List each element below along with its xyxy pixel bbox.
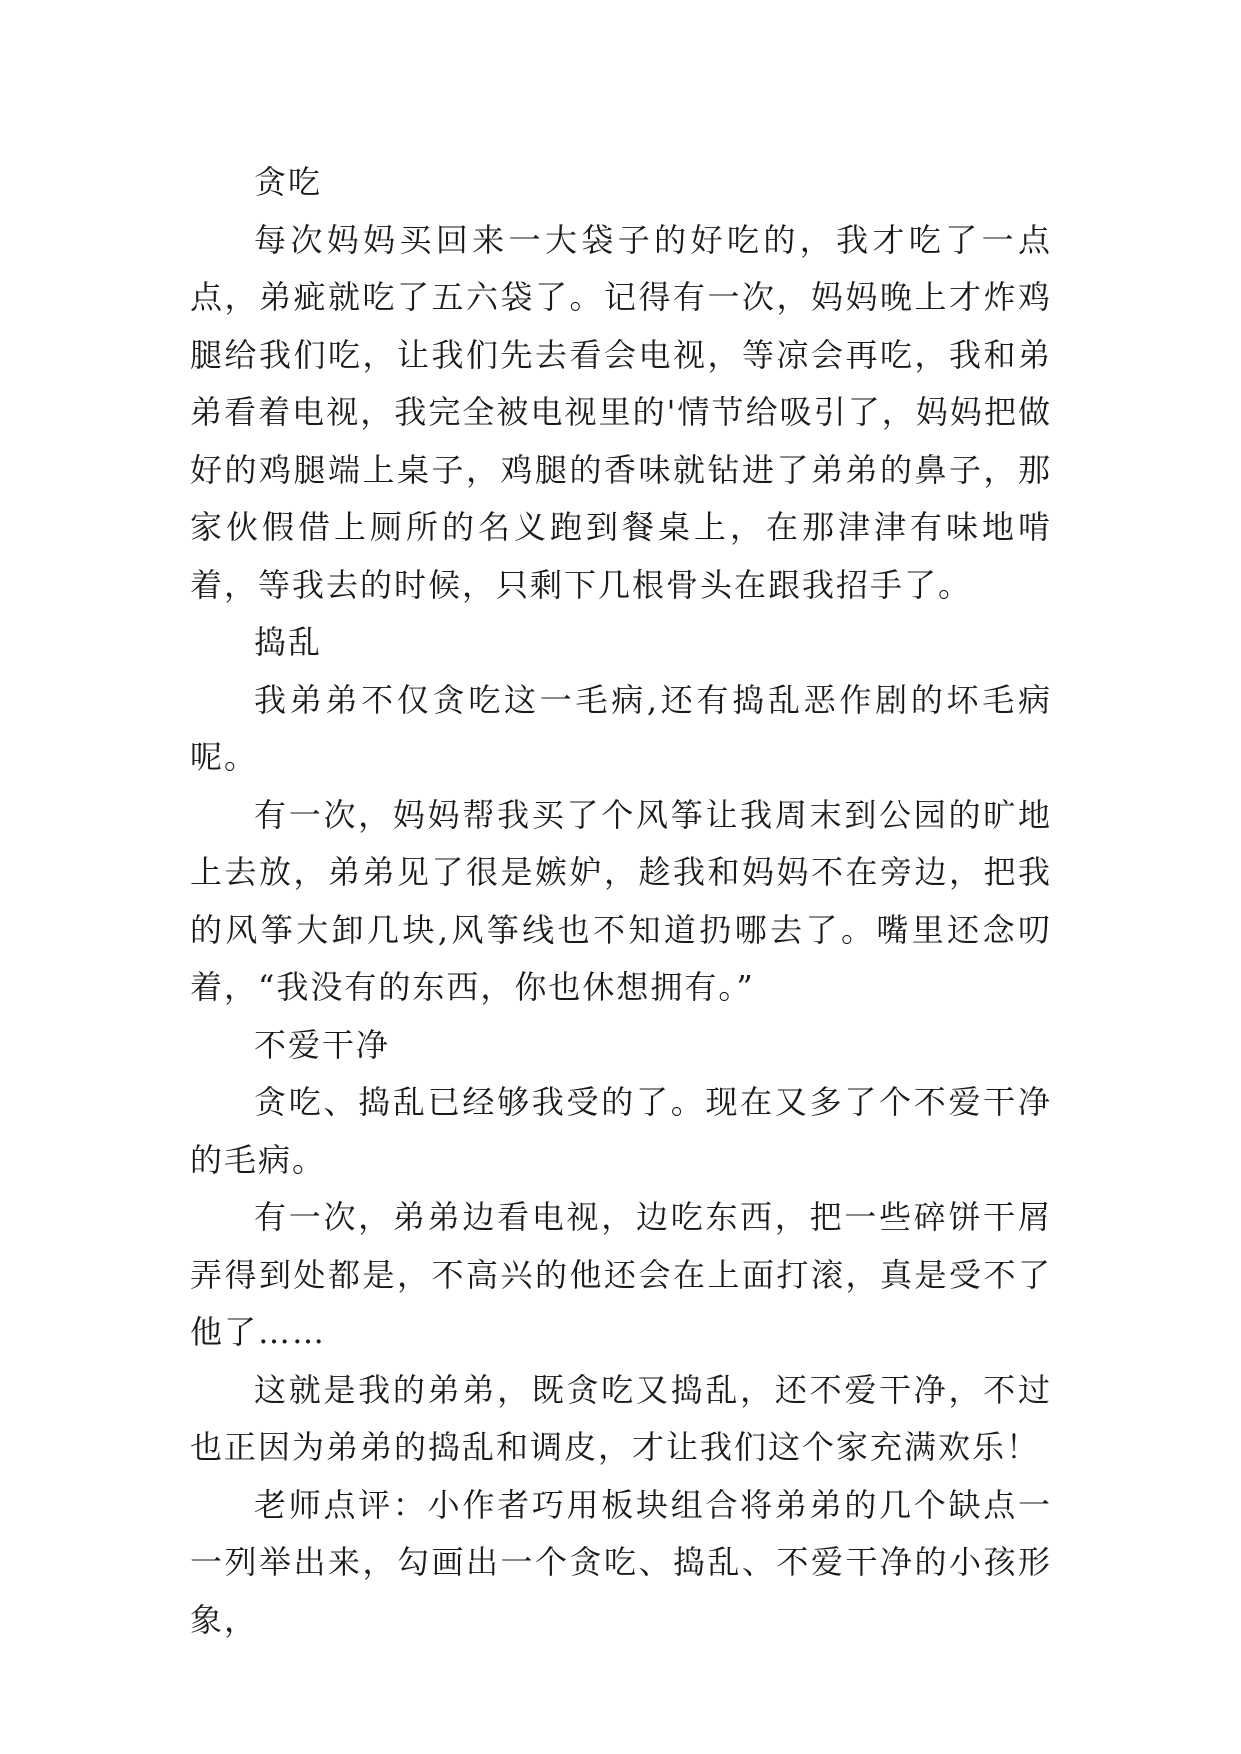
paragraph-teacher-comment: 老师点评：小作者巧用板块组合将弟弟的几个缺点一一列举出来，勾画出一个贪吃、捣乱、不爱干净的小孩形象， bbox=[190, 1485, 1052, 1639]
paragraph-buaiganjing-story: 有一次，弟弟边看电视，边吃东西，把一些碎饼干屑弄得到处都是，不高兴的他还会在上面打滚，真是受不了他了…… bbox=[190, 1198, 1052, 1351]
paragraph-daoluan-intro: 我弟弟不仅贪吃这一毛病,还有捣乱恶作剧的坏毛病呢。 bbox=[190, 680, 1052, 776]
document-body bbox=[190, 154, 1052, 1649]
paragraph-conclusion: 这就是我的弟弟，既贪吃又捣乱，还不爱干净，不过也正因为弟弟的捣乱和调皮，才让我们这个家充满欢乐！ bbox=[190, 1370, 1052, 1466]
paragraph-buaiganjing-intro: 贪吃、捣乱已经够我受的了。现在又多了个不爱干净的毛病。 bbox=[190, 1083, 1052, 1179]
section-heading-buaiganjing: 不爱干净 bbox=[254, 1025, 391, 1064]
paragraph-tanchi-story: 每次妈妈买回来一大袋子的好吃的，我才吃了一点点，弟疵就吃了五六袋了。记得有一次，妈妈晚上才炸鸡腿给我们吃，让我们先去看会电视，等凉会再吃，我和弟弟看着电视，我完全被电视里的'情节给吸引了，妈妈把做好的鸡腿端上桌子，鸡腿的香味就钻进了弟弟的鼻子，那家伙假借上厕所的名义跑到餐桌上，在那津津有味地啃着，等我去的时候，只剩下几根骨头在跟我招手了。 bbox=[190, 220, 1052, 604]
section-heading-tanchi: 贪吃 bbox=[254, 163, 323, 201]
paragraph-daoluan-story: 有一次，妈妈帮我买了个风筝让我周末到公园的旷地上去放，弟弟见了很是嫉妒，趁我和妈妈不在旁边，把我的风筝大卸几块,风筝线也不知道扔哪去了。嘴里还念叨着，“我没有的东西，你也休想拥有。” bbox=[190, 795, 1052, 1006]
section-heading-daoluan: 捣乱 bbox=[254, 623, 323, 661]
